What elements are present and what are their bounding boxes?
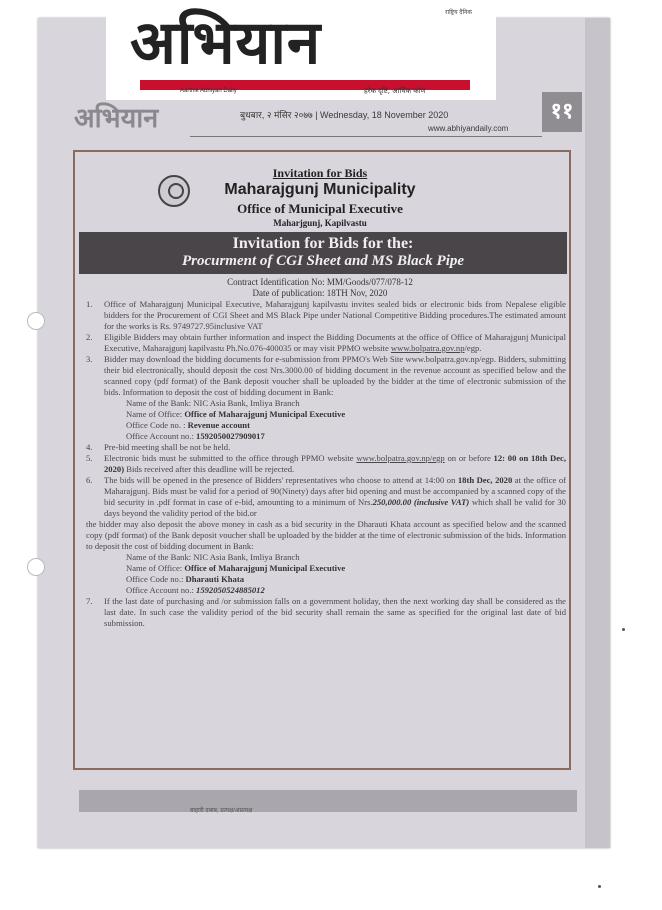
list-item: 3. Bidder may download the bidding documents for e-submission from PPMO's Web Site www.bolpatra.gov.np/egp. Bidders, submitting their bid electronically, should deposit the cost Nrs.3000.00 of bidding document in the revenue account as specified below and the scanned copy (pdf format) of the Bank deposit voucher shall be uploaded by the bidder at the time of electronic submission of the bids. Information to deposit the cost of bidding document in Bank: [86,354,566,397]
contract-id: Contract Identification No: MM/Goods/077/078-12 [227,277,413,287]
list-item: 1. Office of Maharajgunj Municipal Executive, Maharajgunj kapilvastu invites sealed bids or electronic bids from Nepalese eligible bidders for the Procurement of CGI Sheet and MS Black Pipe under National Competitive Bidding procedures.The estimated amount for the works is Rs. 9749727.95inclusive VAT [86,299,566,331]
masthead-small-label: Aarthik Abhiyan Daily [180,88,237,94]
scan-speck [598,885,601,888]
list-item: 5. Electronic bids must be submitted to the office through PPMO website www.bolpatra.gov.np/egp on or before 12: 00 on 18th Dec, 2020) Bids received after this deadline will be rejected. [86,453,566,474]
list-item: 7. If the last date of purchasing and /or submission falls on a government holiday, then the next working day shall be considered as the last date. In such case the validity period of the bid security shall remain the same as specified for the original last date of bid submission. [86,596,566,628]
footer-strip-text: बाहारी दबाब, प्रत्यक्ष/अप्रत्यक्ष [190,808,253,814]
item6-continuation: the bidder may also deposit the above money in cash as a bid security in the Dharauti Khata account as specified below and the scanned copy (pdf format) of the Bank deposit voucher shall be uploaded by the bidder at the time of electronic submission of the bids. Information to deposit the cost of bidding document in Bank: [86,519,566,551]
bank-name: Name of the Bank: NIC Asia Bank, Imliya Branch [126,552,300,562]
page-edge [585,18,610,848]
organization-name: Maharajgunj Municipality [224,181,416,198]
notice-banner [79,232,567,274]
masthead-logo-word: अभियान [130,8,322,78]
masthead-motto: हरेक दृष्टि, आर्थिक कोण [364,87,426,95]
publication-date: Date of publication: 18TH Nov, 2020 [252,288,388,298]
binder-hole [27,558,45,576]
page-number: ११ [542,92,582,132]
list-item: 2. Eligible Bidders may obtain further information and inspect the Bidding Documents at the office of Office of Maharajgunj Municipal Executive, Maharajgunj kapilvastu Ph.No.076-400035 or may visit PPMO website www.bolpatra.gov.np/egp. [86,332,566,353]
bank-name: Name of the Bank: NIC Asia Bank, Imliya Branch [126,398,300,408]
government-emblem-icon [158,175,190,207]
banner-subtitle: Procurment of CGI Sheet and MS Black Pipe [181,253,465,269]
ppmo-link[interactable]: www.bolpatra.gov.np [390,343,465,353]
office-name: Office of Municipal Executive [237,201,403,216]
ppmo-egp-link[interactable]: www.bolpatra.gov.np/egp [356,453,445,463]
page-header-url: www.abhiyandaily.com [428,124,509,133]
bank-details-1: Name of the Bank: NIC Asia Bank, Imliya Branch Name of Office: Office of Maharajgunj Municipal Executive Office Code no. : Revenue account Office Account no.: 1592050027909017 [86,398,566,442]
footer-strip [79,790,577,812]
notice-body [86,299,566,629]
bank-details-2: Name of the Bank: NIC Asia Bank, Imliya Branch Name of Office: Office of Maharajgunj Municipal Executive Office Code no.: Dharauti Khata Office Account no.: 1592050524885012 [86,552,566,596]
masthead-logo [106,6,496,100]
header-divider [190,136,542,137]
banner-title: Invitation for Bids for the: [232,235,414,252]
binder-hole [27,312,45,330]
scan-speck [622,628,625,631]
list-item: 6. The bids will be opened in the presence of Bidders' representatives who choose to attend at 14:00 on 18th Dec, 2020 at the office of Maharajgunj. Bids must be valid for a period of 90(Ninety) days after bid opening and must be accompanied by a scanned copy of the bid security in .pdf format in case of e-bid, amounting to a minimum of Nrs.250,000.00 (inclusive VAT) which shall be valid for 30 days beyond the validity period of the bid.or [86,475,566,518]
notice-kicker: Invitation for Bids [272,166,368,180]
page-header-date: बुधबार, २ मंसिर २०७७ | Wednesday, 18 November 2020 [240,110,449,120]
office-address: Maharjgunj, Kapilvastu [273,218,367,228]
masthead-top-tag: राष्ट्रिय दैनिक [445,10,472,16]
list-item: 4. Pre-bid meeting shall be not be held. [86,442,231,452]
page-header-logo: अभियान [74,103,159,134]
